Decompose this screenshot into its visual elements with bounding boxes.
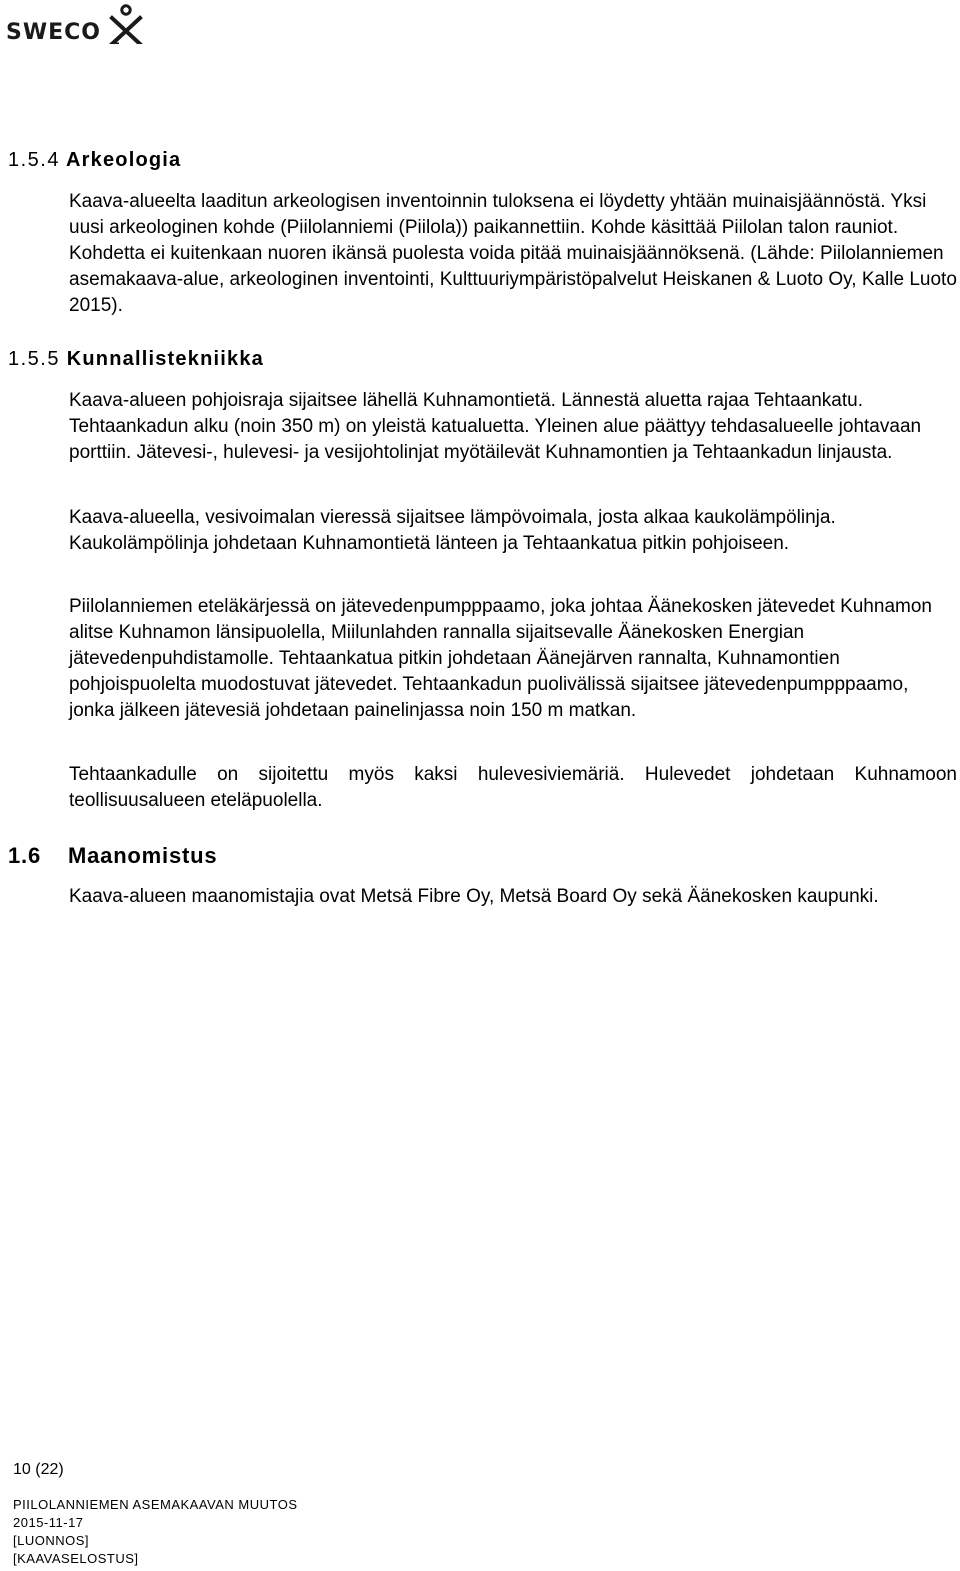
section-title: Kunnallistekniikka: [66, 348, 264, 370]
paragraph-kunnallistekniikka-2: Kaava-alueella, vesivoimalan vieressä sijaitsee lämpövoimala, josta alkaa kaukolämpölinja. Kaukolämpölinja johdetaan Kuhnamontietä länteen ja Tehtaankatua pitkin pohjoiseen.: [69, 507, 836, 554]
sweco-logo: [6, 2, 146, 46]
section-title: Maanomistus: [68, 843, 218, 868]
section-number: 1.6: [8, 843, 41, 868]
footer-date: 2015-11-17: [13, 1515, 84, 1530]
footer-doc-title: PIILOLANNIEMEN ASEMAKAAVAN MUUTOS: [13, 1497, 298, 1512]
sweco-figure-icon: [109, 4, 143, 44]
section-number: 1.5.4: [8, 149, 60, 171]
footer-status: [LUONNOS]: [13, 1533, 90, 1548]
paragraph-kunnallistekniikka-3: Piilolanniemen eteläkärjessä on jätevedenpumpppaamo, joka johtaa Äänekosken jätevedet Kuhnamon alitse Kuhnamon länsipuolella, Miilunlahden rannalla sijaitsevalle Äänekosken Energian jätevedenpuhdistamolle. Tehtaankatua pitkin johdetaan Äänejärven rannalta, Kuhnamontien pohjoispuolelta muodostuvat jätevedet. Tehtaankadun puolivälissä sijaitsee jätevedenpumpppaamo, jonka jälkeen jätevesiä johdetaan painelinjassa noin 150 m matkan.: [69, 596, 932, 721]
section-number: 1.5.5: [8, 348, 60, 370]
paragraph-maanomistus: Kaava-alueen maanomistajia ovat Metsä Fibre Oy, Metsä Board Oy sekä Äänekosken kaupunki.: [69, 886, 879, 907]
section-heading-arkeologia: [8, 149, 181, 172]
page-number: 10 (22): [13, 1461, 64, 1478]
section-title: Arkeologia: [66, 149, 182, 171]
paragraph-arkeologia: Kaava-alueelta laaditun arkeologisen inventoinnin tuloksena ei löydetty yhtään muinaisjäännöstä. Yksi uusi arkeologinen kohde (Piilolanniemi (Piilola)) paikannettiin. Kohde käsittää Piilolan talon rauniot. Kohdetta ei kuitenkaan nuoren ikänsä puolesta voida pitää muinaisjäännöksenä. (Lähde: Piilolanniemen asemakaava-alue, arkeologinen inventointi, Kulttuuriympäristöpalvelut Heiskanen & Luoto Oy, Kalle Luoto 2015).: [69, 191, 957, 316]
section-heading-maanomistus: [8, 843, 217, 869]
section-heading-kunnallistekniikka: [8, 348, 264, 371]
footer-doc-type: [KAAVASELOSTUS]: [13, 1551, 139, 1566]
paragraph-kunnallistekniikka-1: Kaava-alueen pohjoisraja sijaitsee lähellä Kuhnamontietä. Lännestä aluetta rajaa Tehtaankatu. Tehtaankadun alku (noin 350 m) on yleistä katualuetta. Yleinen alue päättyy tehdasalueelle johtavaan porttiin. Jätevesi-, hulevesi- ja vesijohtolinjat myötäilevät Kuhnamontien ja Tehtaankadun linjausta.: [69, 390, 922, 463]
paragraph-kunnallistekniikka-4: Tehtaankadulle on sijoitettu myös kaksi hulevesiviemäriä. Hulevedet johdetaan Kuhnamoon teollisuusalueen eteläpuolella.: [69, 764, 957, 811]
logo-text: SWECO: [6, 20, 101, 45]
